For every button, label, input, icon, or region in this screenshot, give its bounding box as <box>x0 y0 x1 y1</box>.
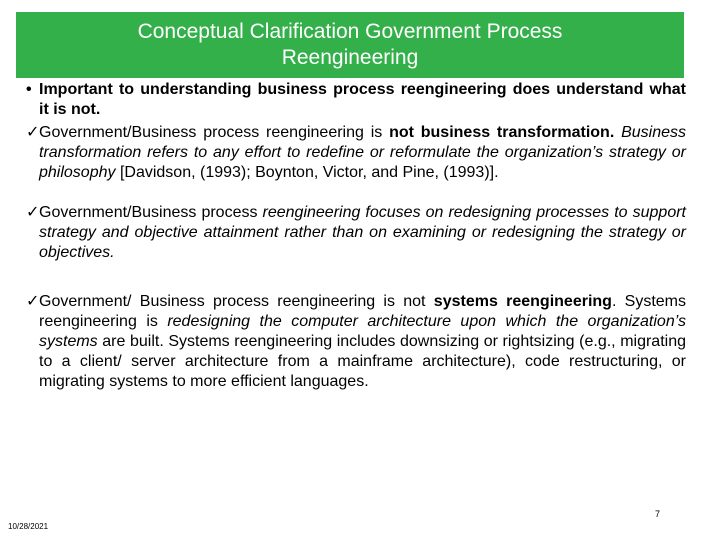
check-item-not-transformation <box>26 123 686 183</box>
check-text-italic: reengineering focuses on redesigning processes to support strategy and objective attainment rather than on examining or redesigning the strategy or objectives. <box>39 204 686 261</box>
slide-title-banner <box>16 12 684 78</box>
check-text-plain-2: . Systems reengineering is <box>39 293 687 330</box>
bullet-icon: • <box>26 81 32 98</box>
slide-title-line-2: Reengineering <box>281 46 419 69</box>
checkmark-icon: ✓ <box>26 204 40 221</box>
check-text-plain: Government/ Business process reengineering is not <box>39 293 434 310</box>
bullet-item-intro <box>26 80 686 120</box>
check-item-not-systems <box>26 292 686 392</box>
check-text-plain: Government/Business process reengineering is <box>39 124 390 141</box>
slide-title-line-1: Conceptual Clarification Government Process <box>137 20 563 43</box>
check-text-italic: redesigning the computer architecture upon which the organization’s systems <box>39 313 686 350</box>
check-text-italic: Business transformation refers to any effort to redefine or reformulate the organization’s strategy or philosophy <box>39 124 687 181</box>
footer-date: 10/28/2021 <box>8 522 49 531</box>
check-text-plain-3: are built. Systems reengineering includes downsizing or rightsizing (e.g., migrating to a client/ server architecture from a mainframe architecture), code restructuring, or migrating systems to more efficient languages. <box>39 333 686 390</box>
checkmark-icon: ✓ <box>26 293 40 310</box>
bullet-text: Important to understanding business process reengineering does understand what it is not. <box>39 81 686 118</box>
check-item-focus <box>26 203 686 263</box>
slide-body <box>26 80 686 392</box>
check-text-bold: not business transformation. <box>389 124 615 141</box>
check-text-plain: Government/Business process <box>39 204 263 221</box>
check-text-citation: [Davidson, (1993); Boynton, Victor, and Pine, (1993)]. <box>115 164 499 181</box>
page-number: 7 <box>655 509 661 519</box>
checkmark-icon: ✓ <box>26 124 40 141</box>
check-text-bold: systems reengineering <box>433 293 612 310</box>
